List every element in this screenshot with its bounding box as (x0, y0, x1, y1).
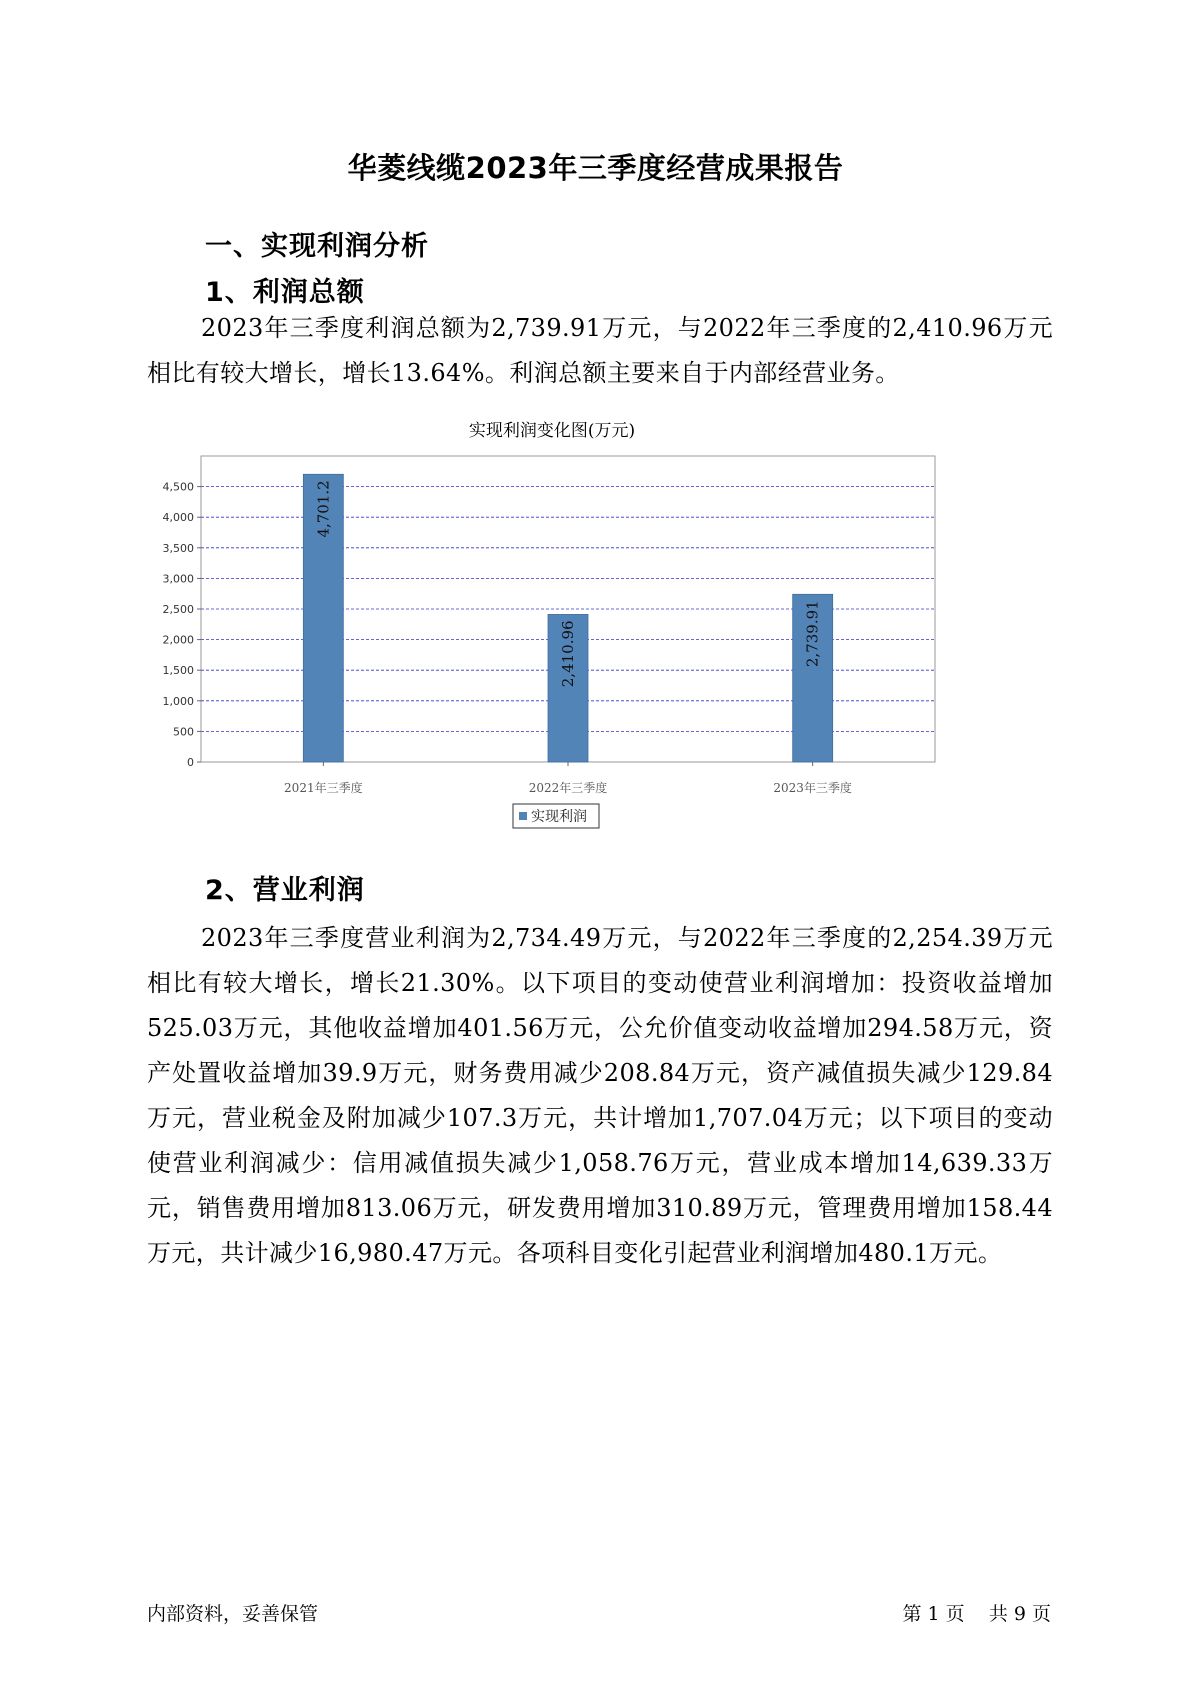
legend-swatch (519, 812, 527, 820)
subsection-heading-total-profit: 1、利润总额 (205, 277, 365, 308)
x-tick-label: 2022年三季度 (528, 781, 608, 795)
chart-title: 实现利润变化图(万元) (468, 421, 636, 441)
profit-bar-chart (160, 421, 1020, 902)
y-tick-label: 0 (187, 756, 194, 769)
footer-confidential-note: 内部资料，妥善保管 (147, 1603, 319, 1625)
y-tick-label: 1,500 (162, 664, 194, 678)
y-tick-label: 3,000 (162, 572, 194, 586)
chart-svg (160, 421, 1020, 902)
section-heading-profit-analysis: 一、实现利润分析 (205, 231, 429, 262)
bar-data-label: 4,701.2 (314, 480, 333, 538)
footer-page-number: 第 1 页 共 9 页 (902, 1603, 1051, 1625)
y-tick-label: 4,000 (162, 511, 194, 525)
x-tick-label: 2021年三季度 (284, 781, 363, 795)
bar-data-label: 2,410.96 (559, 620, 577, 688)
y-tick-label: 2,000 (162, 633, 194, 647)
document-title: 华菱线缆2023年三季度经营成果报告 (347, 151, 844, 185)
y-tick-label: 500 (173, 725, 194, 739)
y-tick-label: 1,000 (162, 694, 194, 708)
y-tick-label: 3,500 (162, 541, 194, 555)
y-tick-label: 2,500 (162, 603, 194, 616)
bar-data-label: 2,739.91 (803, 600, 822, 668)
y-tick-label: 4,500 (162, 480, 194, 494)
x-tick-label: 2023年三季度 (773, 781, 852, 795)
subsection-heading-operating-profit: 2、营业利润 (205, 875, 365, 906)
paragraph-operating-profit: 2023年三季度营业利润为2,734.49万元，与2022年三季度的2,254.39万元相比有较大增长，增长21.30%。以下项目的变动使营业利润增加：投资收益增加525.03万元，其他收益增加401.56万元，公允价值变动收益增加294.58万元，资产处置收益增加39.9万元，财务费用减少208.84万元，资产减值损失减少129.84万元，营业税金及附加减少107.3万元，共计增加1,707.04万元；以下项目的变动使营业利润减少：信用减值损失减少1,058.76万元，营业成本增加14,639.33万元，销售费用增加813.06万元，研发费用增加310.89万元，管理费用增加158.44万元，共计减少16,980.47万元。各项科目变化引起营业利润增加480.1万元。 (147, 924, 1053, 1267)
paragraph-total-profit: 2023年三季度利润总额为2,739.91万元，与2022年三季度的2,410.96万元相比有较大增长，增长13.64%。利润总额主要来自于内部经营业务。 (147, 314, 1053, 387)
legend-label: 实现利润 (531, 809, 587, 825)
